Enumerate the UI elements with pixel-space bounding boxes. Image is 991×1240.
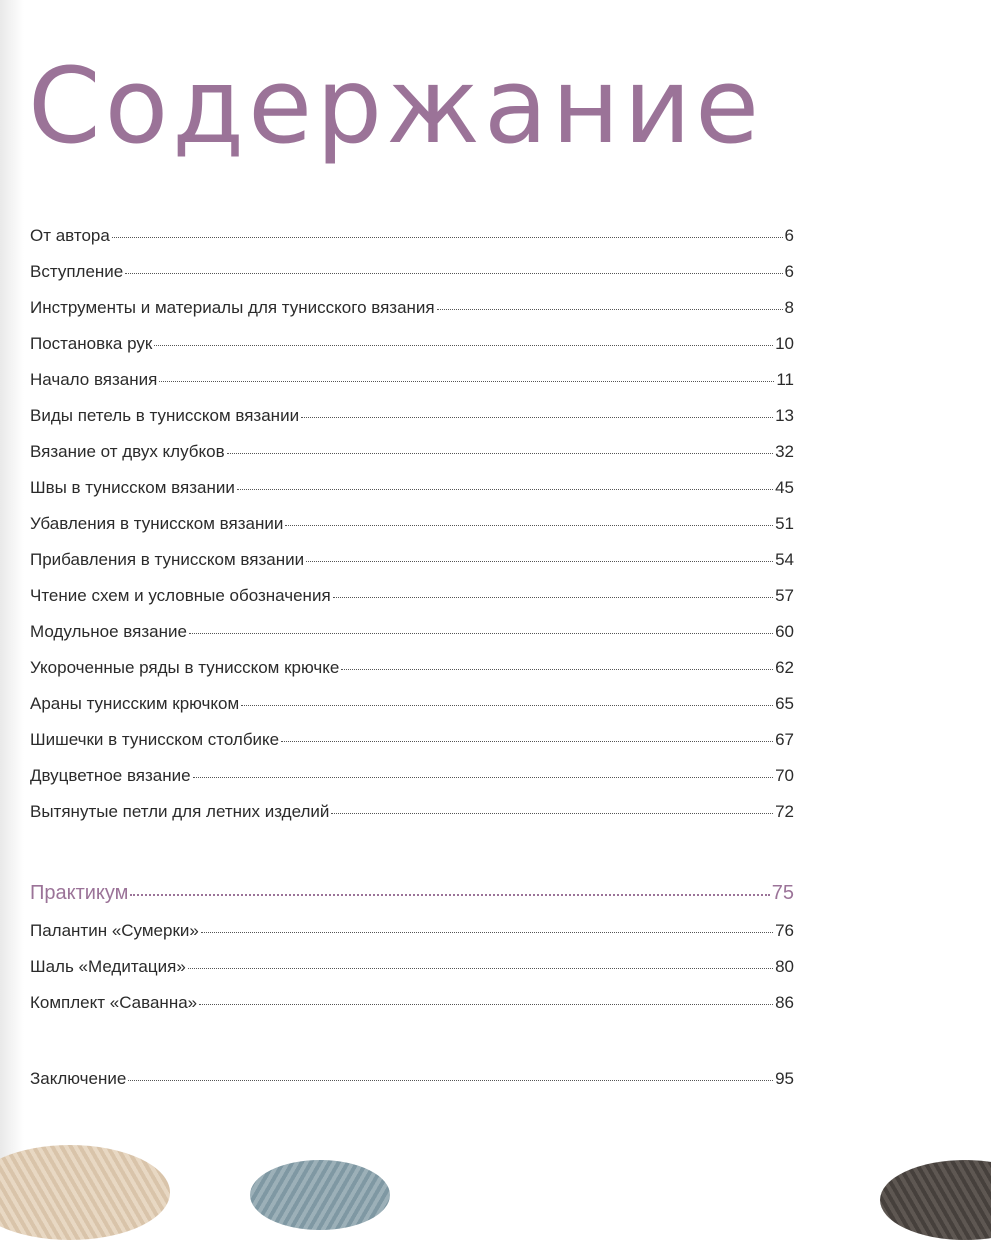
toc-entry-label: Шаль «Медитация» xyxy=(30,957,186,976)
dot-leader xyxy=(331,813,773,814)
toc-section-practicum[interactable] xyxy=(30,882,794,912)
dot-leader xyxy=(193,777,773,778)
dot-leader xyxy=(341,669,773,670)
toc-entry-page: 72 xyxy=(775,802,794,821)
toc-entry-page: 95 xyxy=(775,1069,794,1088)
toc-entry-label: Заключение xyxy=(30,1069,127,1088)
dot-leader xyxy=(285,525,773,526)
dot-leader xyxy=(306,561,773,562)
toc-entry-page: 60 xyxy=(775,622,794,641)
toc-entry-label: Вязание от двух клубков xyxy=(30,442,225,461)
toc-entry-conclusion[interactable] xyxy=(30,1069,794,1099)
toc-entry-page: 45 xyxy=(775,478,794,497)
toc-entry-label: Постановка рук xyxy=(30,334,153,353)
toc-entry-page: 6 xyxy=(784,262,794,281)
toc-entry-page: 6 xyxy=(784,226,794,245)
toc-entry-page: 11 xyxy=(776,370,794,389)
dot-leader xyxy=(241,705,773,706)
toc-entry-label: Вступление xyxy=(30,262,124,281)
dot-leader xyxy=(199,1004,773,1005)
toc-entry[interactable] xyxy=(30,586,794,616)
toc-entry-label: От автора xyxy=(30,226,110,245)
toc-entry[interactable] xyxy=(30,406,794,436)
toc-entry-label: Модульное вязание xyxy=(30,622,187,641)
toc-entry-page: 76 xyxy=(775,921,794,940)
toc-entry[interactable] xyxy=(30,442,794,472)
toc-entry[interactable] xyxy=(30,921,794,951)
toc-entry-page: 70 xyxy=(775,766,794,785)
dot-leader xyxy=(301,417,773,418)
dot-leader xyxy=(159,381,774,382)
toc-entry-page: 57 xyxy=(775,586,794,605)
dot-leader xyxy=(201,932,773,933)
toc-entry[interactable] xyxy=(30,262,794,292)
toc-entry-page: 86 xyxy=(775,993,794,1012)
toc-entry[interactable] xyxy=(30,766,794,796)
toc-entry-page: 8 xyxy=(784,298,794,317)
toc-entry[interactable] xyxy=(30,957,794,987)
toc-section-page: 75 xyxy=(771,882,794,904)
toc-entry-label: Вытянутые петли для летних изделий xyxy=(30,802,330,821)
toc-entry[interactable] xyxy=(30,298,794,328)
toc-entry-page: 80 xyxy=(775,957,794,976)
toc-entry-label: Прибавления в тунисском вязании xyxy=(30,550,305,569)
dot-leader xyxy=(128,1080,773,1081)
toc-entry-page: 65 xyxy=(775,694,794,713)
dot-leader xyxy=(154,345,773,346)
toc-entry-label: Убавления в тунисском вязании xyxy=(30,514,284,533)
toc-entry-label: Укороченные ряды в тунисском крючке xyxy=(30,658,340,677)
page-edge-shadow xyxy=(0,0,24,1200)
dot-leader xyxy=(189,633,773,634)
dot-leader xyxy=(112,237,783,238)
toc-entry-label: Двуцветное вязание xyxy=(30,766,191,785)
page-title: Содержание xyxy=(28,45,764,167)
toc-entry[interactable] xyxy=(30,550,794,580)
toc-entry[interactable] xyxy=(30,694,794,724)
dot-leader xyxy=(237,489,773,490)
toc-section-label: Практикум xyxy=(30,882,129,904)
dot-leader xyxy=(437,309,783,310)
dot-leader xyxy=(125,273,782,274)
toc-entry[interactable] xyxy=(30,802,794,832)
dot-leader xyxy=(188,968,773,969)
toc-entry-label: Виды петель в тунисском вязании xyxy=(30,406,300,425)
dot-leader xyxy=(281,741,773,742)
toc-entry-page: 62 xyxy=(775,658,794,677)
toc-entry-label: Араны тунисским крючком xyxy=(30,694,240,713)
toc-entry-page: 32 xyxy=(775,442,794,461)
toc-entry-label: Чтение схем и условные обозначения xyxy=(30,586,331,605)
toc-entry-label: Палантин «Сумерки» xyxy=(30,921,199,940)
yarn-ball-image xyxy=(880,1160,991,1240)
toc-entry[interactable] xyxy=(30,730,794,760)
toc-entry[interactable] xyxy=(30,370,794,400)
dot-leader xyxy=(130,894,769,896)
toc-entry[interactable] xyxy=(30,658,794,688)
dot-leader xyxy=(333,597,773,598)
toc-entry[interactable] xyxy=(30,226,794,256)
toc-entry-page: 51 xyxy=(775,514,794,533)
toc-entry[interactable] xyxy=(30,622,794,652)
toc-entry-label: Комплект «Саванна» xyxy=(30,993,198,1012)
toc-entry-label: Шишечки в тунисском столбике xyxy=(30,730,280,749)
toc-entry-page: 13 xyxy=(775,406,794,425)
toc-entry-page: 54 xyxy=(775,550,794,569)
toc-entry-label: Начало вязания xyxy=(30,370,158,389)
yarn-ball-image xyxy=(250,1160,390,1230)
dot-leader xyxy=(227,453,773,454)
toc-entry[interactable] xyxy=(30,514,794,544)
toc-entry[interactable] xyxy=(30,993,794,1023)
yarn-ball-image xyxy=(0,1145,170,1240)
toc-entry-label: Швы в тунисском вязании xyxy=(30,478,235,497)
toc-entry[interactable] xyxy=(30,334,794,364)
toc-entry-page: 10 xyxy=(775,334,794,353)
toc-entry[interactable] xyxy=(30,478,794,508)
toc-entry-page: 67 xyxy=(775,730,794,749)
toc-entry-label: Инструменты и материалы для тунисского вязания xyxy=(30,298,435,317)
